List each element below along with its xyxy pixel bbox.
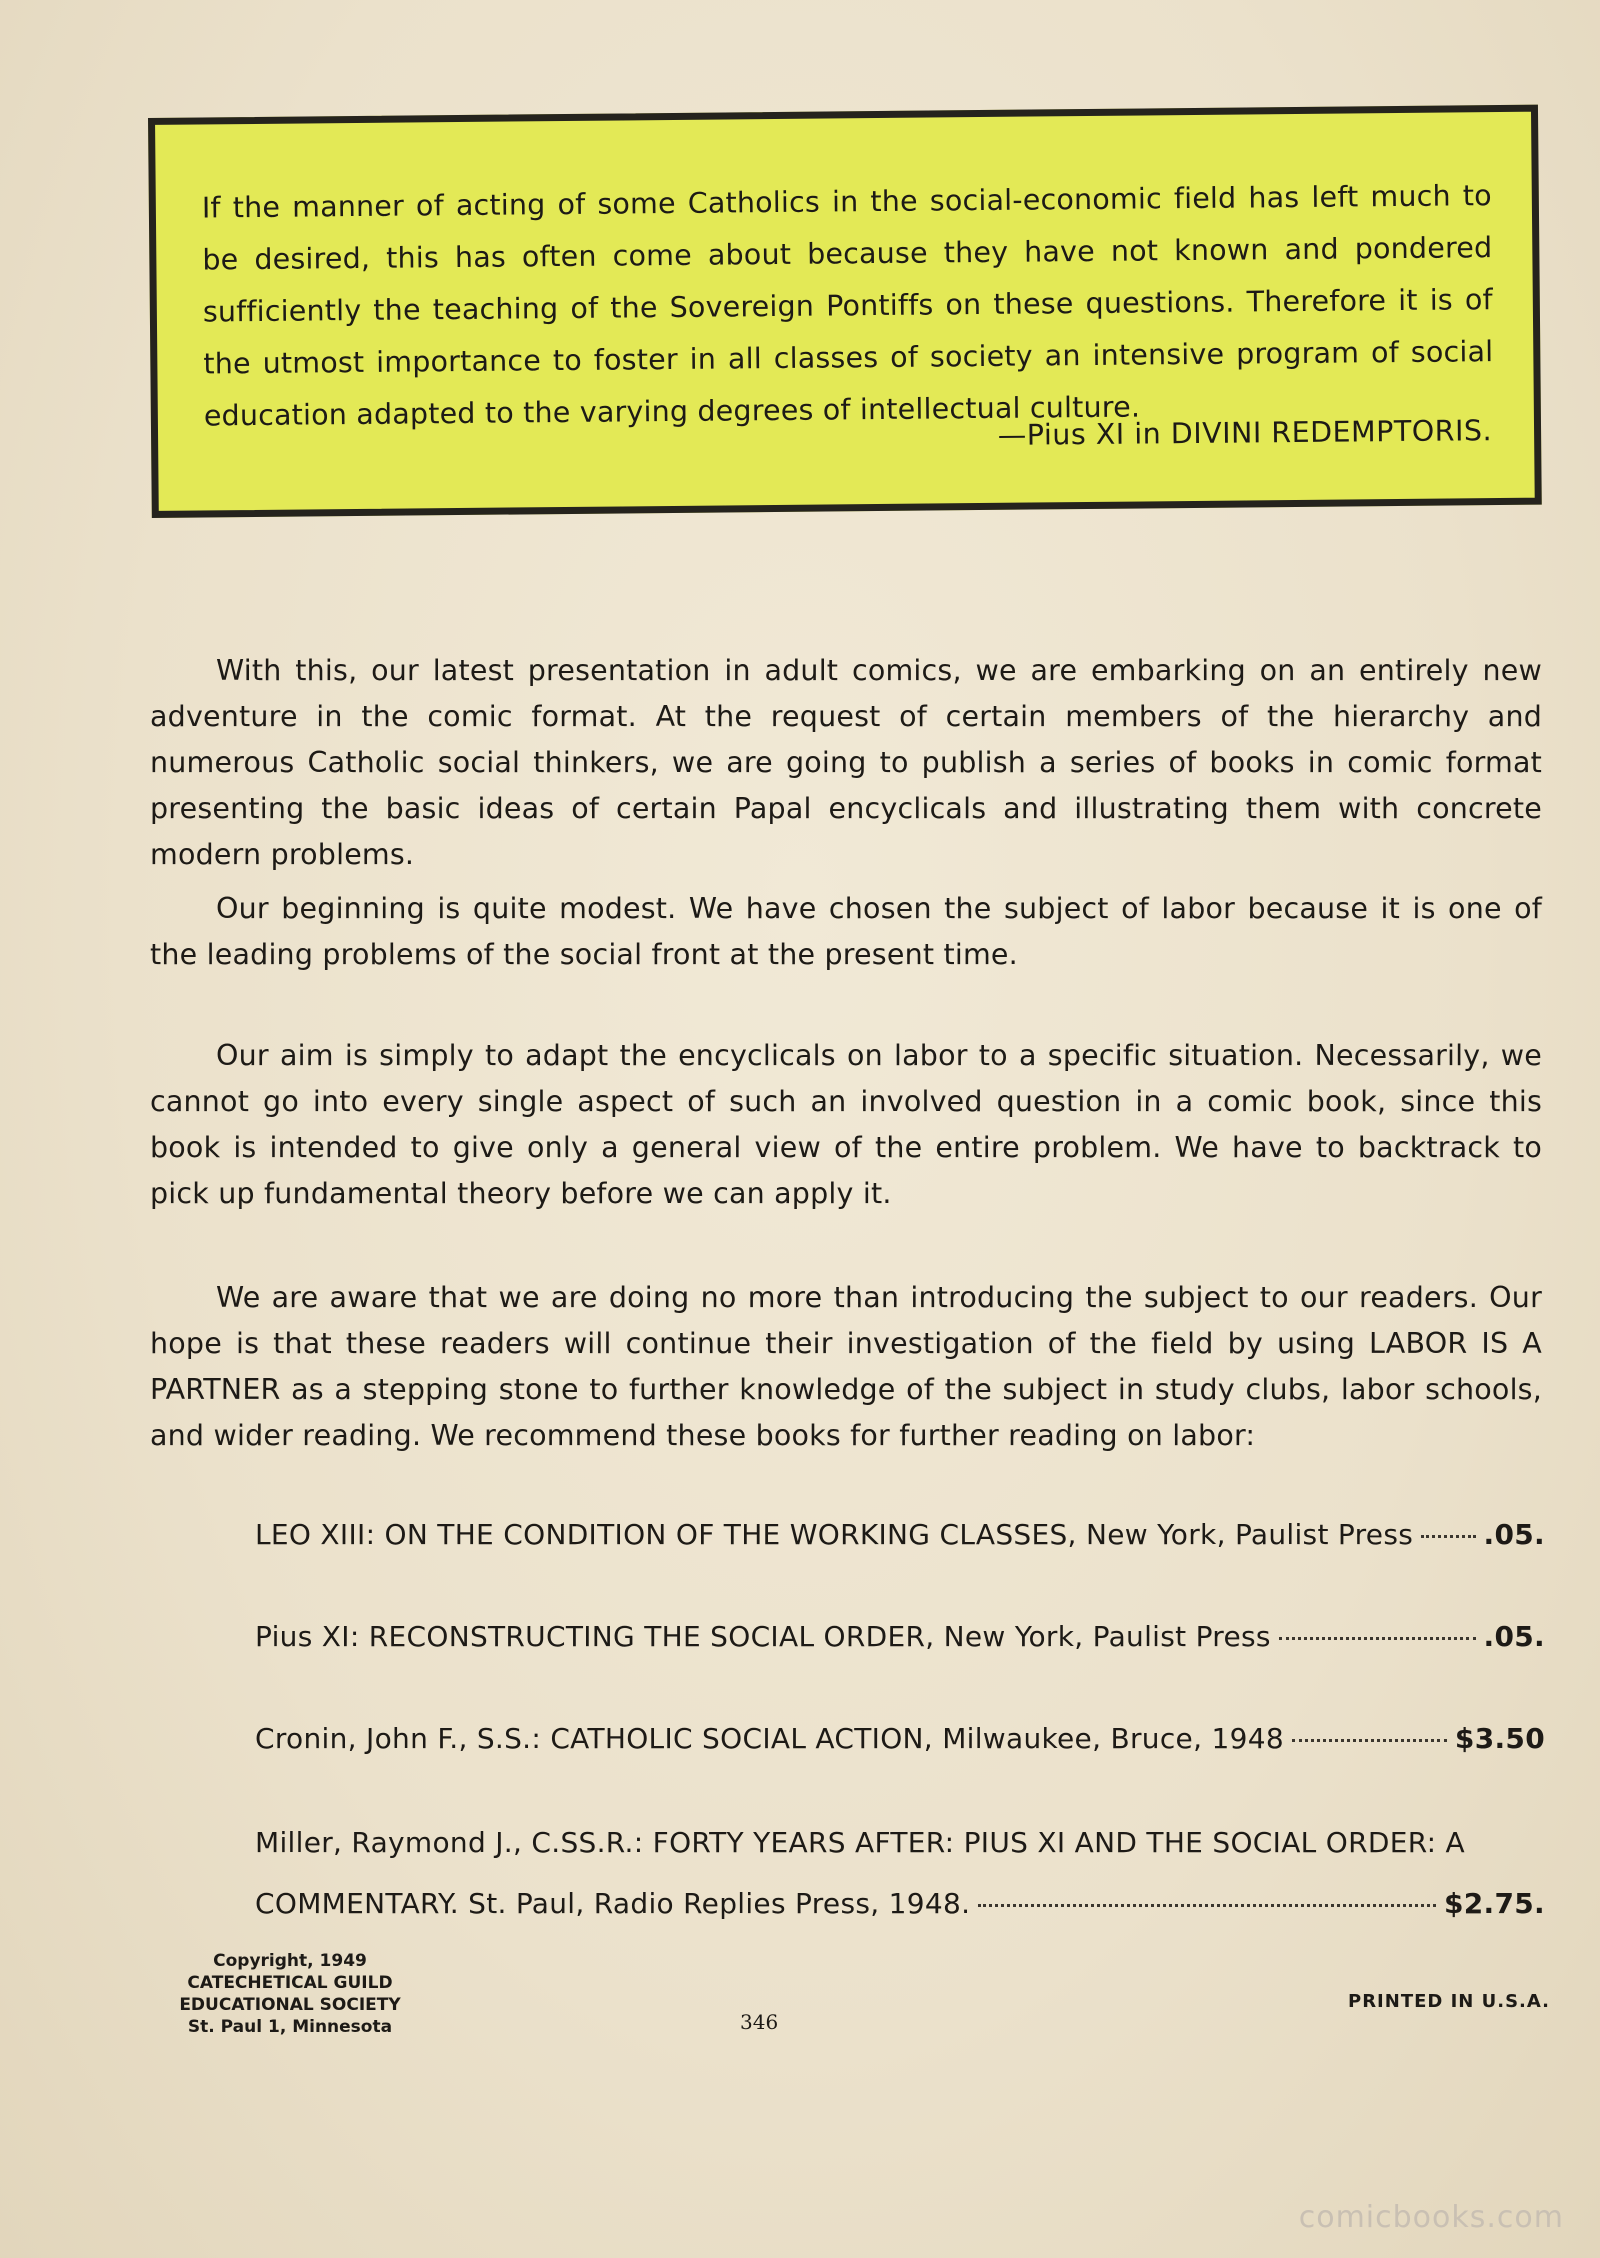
copyright-line: CATECHETICAL GUILD bbox=[187, 1973, 393, 1993]
dot-leader bbox=[978, 1904, 1436, 1907]
book-price: $2.75. bbox=[1443, 1887, 1545, 1920]
dot-leader bbox=[1421, 1535, 1475, 1538]
printed-in-usa: PRINTED IN U.S.A. bbox=[1348, 1991, 1550, 2012]
copyright-notice bbox=[150, 1950, 430, 2038]
book-title-line-2: COMMENTARY. St. Paul, Radio Replies Press, 1948. bbox=[255, 1887, 971, 1920]
copyright-line: St. Paul 1, Minnesota bbox=[187, 2017, 393, 2037]
paragraph-3: Our aim is simply to adapt the encyclicals on labor to a specific situation. Necessarily, we cannot go into every single aspect of such an involved question in a comic book, since this book is intended to give only a general view of the entire problem. We have to backtrack to pick up fundamental theory before we can apply it. bbox=[150, 1039, 1542, 1210]
book-entry-3 bbox=[255, 1722, 1545, 1755]
book-price: .05. bbox=[1483, 1620, 1545, 1653]
quote-attribution: —Pius XI in DIVINI REDEMPTORIS. bbox=[997, 414, 1493, 452]
quote-box bbox=[148, 105, 1542, 518]
dot-leader bbox=[1292, 1739, 1447, 1742]
book-title: Cronin, John F., S.S.: CATHOLIC SOCIAL ACTION, Milwaukee, Bruce, 1948 bbox=[255, 1722, 1284, 1755]
paragraph-1: With this, our latest presentation in adult comics, we are embarking on an entirely new adventure in the comic format. At the request of certain members of the hierarchy and numerous Catholic social thinkers, we are going to publish a series of books in comic format presenting the basic ideas of certain Papal encyclicals and illustrating them with concrete modern problems. bbox=[150, 654, 1542, 871]
book-title-line-1: Miller, Raymond J., C.SS.R.: FORTY YEARS AFTER: PIUS XI AND THE SOCIAL ORDER: A bbox=[255, 1826, 1465, 1859]
copyright-line: EDUCATIONAL SOCIETY bbox=[179, 1995, 401, 2015]
watermark: comicbooks.com bbox=[1298, 2200, 1564, 2235]
book-entry-4 bbox=[255, 1826, 1545, 1920]
book-entry-2 bbox=[255, 1620, 1545, 1653]
book-entry-1 bbox=[255, 1518, 1545, 1551]
copyright-line: Copyright, 1949 bbox=[213, 1951, 367, 1971]
dot-leader bbox=[1279, 1637, 1476, 1640]
book-title: Pius XI: RECONSTRUCTING THE SOCIAL ORDER, New York, Paulist Press bbox=[255, 1620, 1271, 1653]
paragraph-4: We are aware that we are doing no more than introducing the subject to our readers. Our hope is that these readers will continue their investigation of the field by using LABOR IS A PARTNER as a stepping stone to further knowledge of the subject in study clubs, labor schools, and wider reading. We recommend these books for further reading on labor: bbox=[150, 1281, 1542, 1452]
book-title: LEO XIII: ON THE CONDITION OF THE WORKING CLASSES, New York, Paulist Press bbox=[255, 1518, 1414, 1551]
paragraph-2: Our beginning is quite modest. We have chosen the subject of labor because it is one of the leading problems of the social front at the present time. bbox=[150, 892, 1542, 971]
book-price: $3.50 bbox=[1454, 1722, 1545, 1755]
quote-text: If the manner of acting of some Catholics in the social-economic field has left much to be desired, this has often come about because they have not known and pondered sufficiently the teaching of the Sovereign Pontiffs on these questions. Therefore it is of the utmost importance to foster in all classes of society an intensive program of social education adapted to the varying degrees of intellectual culture. bbox=[201, 179, 1494, 433]
print-code: 346 bbox=[740, 2010, 779, 2034]
book-price: .05. bbox=[1483, 1518, 1545, 1551]
